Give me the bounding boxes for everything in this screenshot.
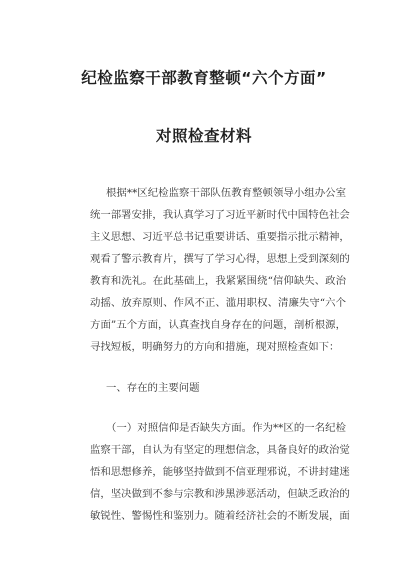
paragraph-line: 方面”五个方面，认真查找自身存在的问题，剖析根源， — [90, 319, 346, 331]
document-subtitle: 对照检查材料 — [155, 127, 252, 145]
paragraph-line: 主义思想、习近平总书记重要讲话、重要指示批示精神， — [90, 231, 350, 243]
paragraph-line: 悟和思想修养，能够坚持做到不信亚理邪说，不讲封建迷 — [90, 466, 350, 478]
paragraph-line: 教育和洗礼。在此基础上，我紧紧围绕“信仰缺失、政治 — [90, 275, 346, 287]
paragraph-line: 动摇、放弃原则、作风不正、滥用职权、清廉失守“六个 — [90, 297, 346, 309]
paragraph-line: 敏锐性、警惕性和鉴别力。随着经济社会的不断发展，面 — [90, 510, 350, 522]
paragraph-line: （一）对照信仰是否缺失方面。作为**区的一名纪检 — [106, 422, 346, 434]
paragraph-line: 观看了警示教育片，撰写了学习心得，思想上受到深刻的 — [90, 253, 350, 265]
paragraph-line: 统一部署安排，我认真学习了习近平新时代中国特色社会 — [90, 209, 350, 221]
paragraph-line: 监察干部，自认为有坚定的理想信念，具备良好的政治觉 — [90, 444, 350, 456]
paragraph-line: 根据**区纪检监察干部队伍教育整顿领导小组办公室 — [106, 187, 346, 199]
paragraph-line: 寻找短板，明确努力的方向和措施，现对照检查如下： — [90, 341, 340, 353]
section-heading: 一、存在的主要问题 — [106, 382, 200, 394]
document-title: 纪检监察干部教育整顿“六个方面” — [81, 69, 327, 87]
paragraph-line: 信，坚决做到不参与宗教和涉黑涉恶活动，但缺乏政治的 — [90, 488, 350, 500]
